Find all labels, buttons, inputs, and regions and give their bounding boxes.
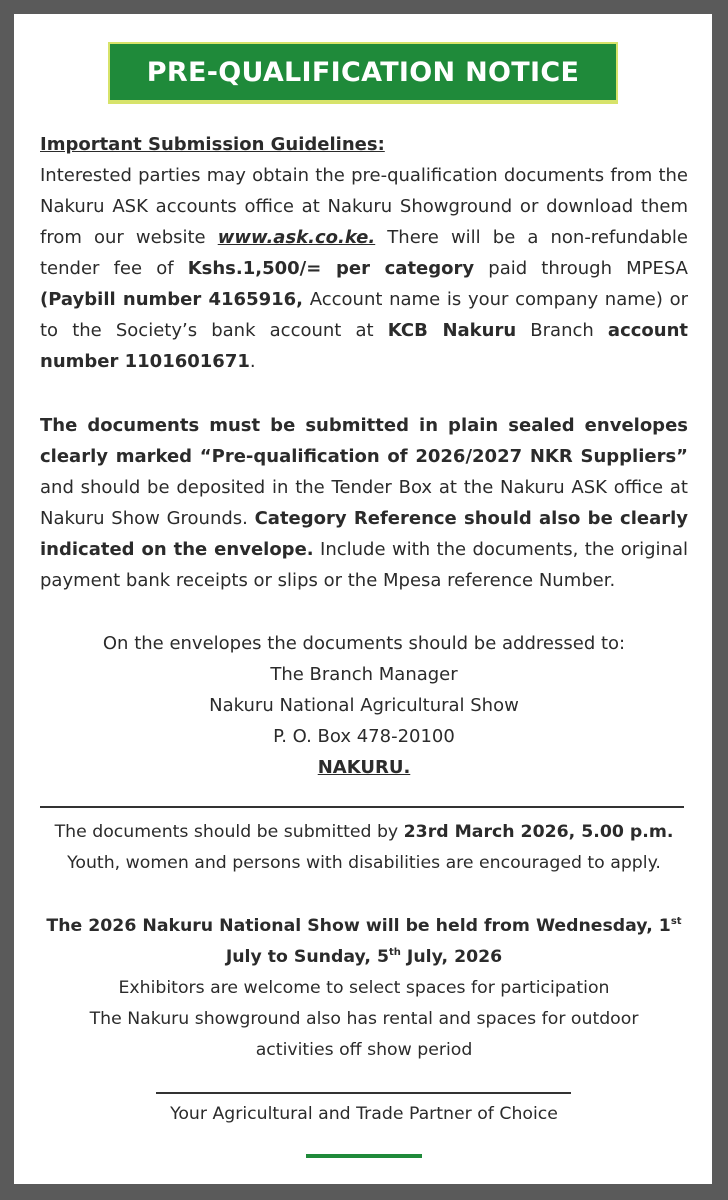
address-line-2: Nakuru National Agricultural Show [209,695,519,716]
guidelines-text-a: Interested parties may obtain the pre-qualification documents from the Nakuru ASK accounts office at Nakuru Showground or download them from our website [40,165,688,248]
guidelines-heading: Important Submission Guidelines: [40,134,385,155]
deadline-date: 23rd March 2026, 5.00 p.m. [403,822,674,842]
guidelines-text-d: Account name is your company name) or to the Society’s bank account at [40,289,688,341]
paybill-number: (Paybill number 4165916, [40,289,304,310]
account-number: account number 1101601671 [40,320,689,372]
guidelines-text-f: . [249,351,256,372]
deadline-line [40,817,688,848]
submission-section [40,410,688,596]
submission-instructions-bold: The documents must be submitted in plain sealed envelopes clearly marked “Pre-qualification of 2026/2027 NKR Suppliers” [40,415,688,467]
deadline-prefix: The documents should be submitted by [54,822,404,842]
exhibitors-line: Exhibitors are welcome to select spaces for participation [118,978,610,998]
tender-fee: Kshs.1,500/= per category [187,258,475,279]
notice-banner-inner [110,44,616,100]
address-intro: On the envelopes the documents should be addressed to: [102,633,626,654]
guidelines-text-e: Branch [516,320,608,341]
show-dates-text-3: July, 2026 [400,947,503,967]
rental-line-2: activities off show period [255,1040,473,1060]
address-line-4: NAKURU. [317,757,411,778]
address-line-3: P. O. Box 478-20100 [273,726,455,747]
submission-text-b: Include with the documents, the original payment bank receipts or slips or the Mpesa reference Number. [40,539,688,591]
bank-name: KCB Nakuru [387,320,517,341]
footer-green-accent [306,1154,422,1158]
address-line-1: The Branch Manager [270,664,458,685]
tagline-divider [156,1092,571,1094]
guidelines-paragraph [40,160,688,377]
show-dates-sup-2: th [388,947,401,959]
website-link[interactable]: www.ask.co.ke. [217,227,376,248]
deadline-section [40,817,688,879]
tagline: Your Agricultural and Trade Partner of Choice [170,1104,558,1124]
show-dates-text-1: The 2026 Nakuru National Show will be held from Wednesday, 1 [46,916,671,936]
show-section [40,911,688,1066]
address-block [40,628,688,783]
guidelines-text-b: There will be a non-refundable tender fee of [40,227,688,279]
show-dates-sup-1: st [670,916,682,928]
guidelines-text-c: paid through MPESA [474,258,688,279]
show-dates-text-2: July to Sunday, 5 [225,947,389,967]
submission-text-a: and should be deposited in the Tender Box at the Nakuru ASK office at Nakuru Show Grounds. [40,477,688,529]
category-reference-note: Category Reference should also be clearly indicated on the envelope. [40,508,689,560]
encouragement-line: Youth, women and persons with disabilities are encouraged to apply. [67,853,661,873]
guidelines-section [40,129,688,377]
show-dates-line-2 [40,942,688,973]
rental-line-1: The Nakuru showground also has rental and spaces for outdoor [89,1009,639,1029]
notice-banner [108,42,618,104]
section-divider [40,806,684,808]
notice-title: PRE-QUALIFICATION NOTICE [146,56,580,88]
show-dates-line-1 [40,911,688,942]
